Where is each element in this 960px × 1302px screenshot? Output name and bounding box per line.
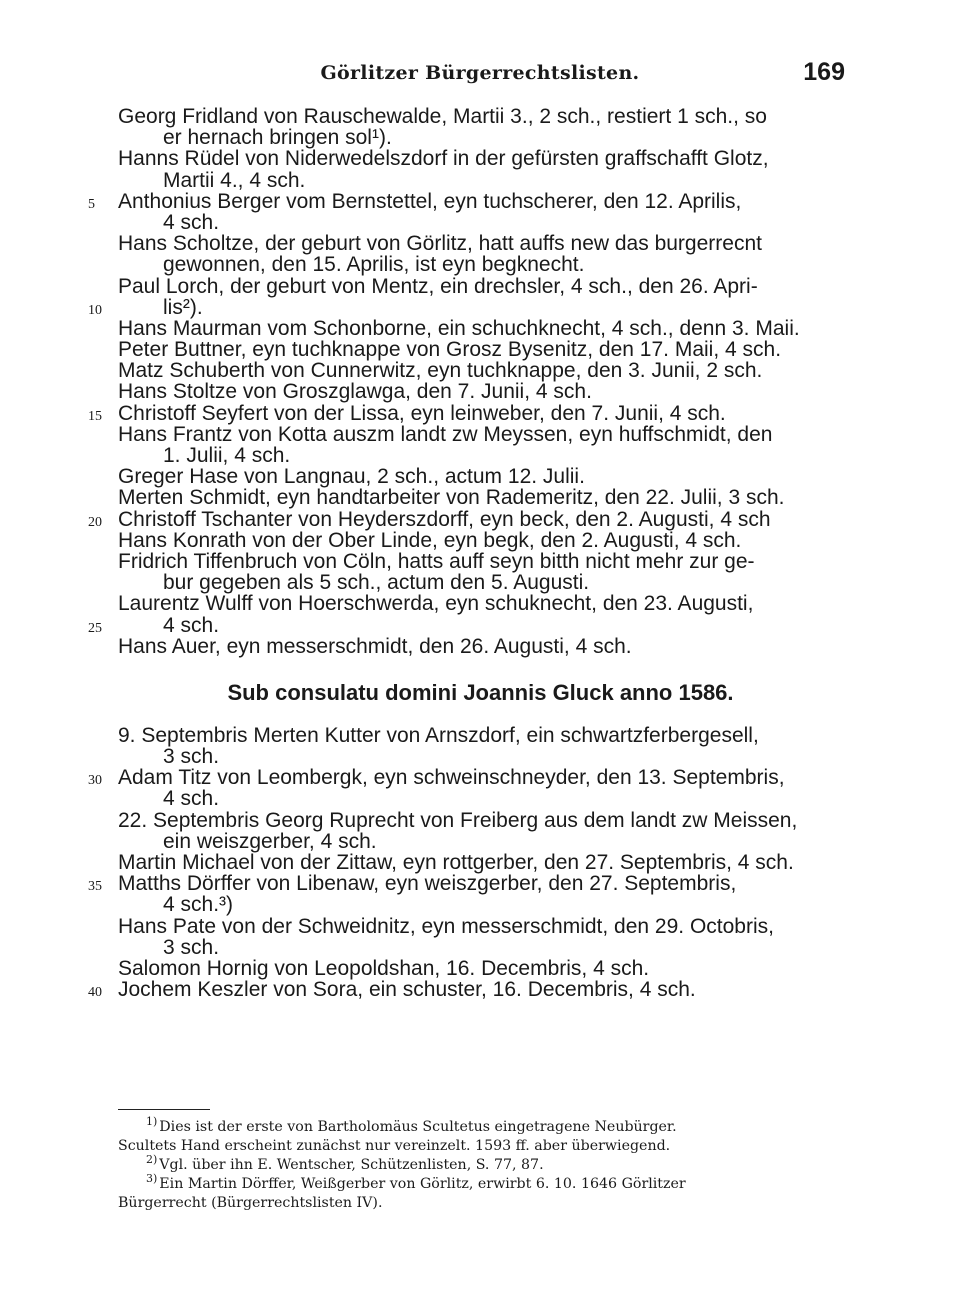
main-text [88, 105, 843, 1002]
footnote-text: Ein Martin Dörffer, Weißgerber von Görlitz, erwirbt 6. 10. 1646 Görlitzer [159, 1176, 686, 1192]
text-line [118, 276, 843, 297]
line-text: Christoff Tschanter von Heyderszdorff, eyn beck, den 2. Augusti, 4 sch [118, 507, 771, 531]
line-text: Hans Frantz von Kotta auszm landt zw Meyssen, eyn huffschmidt, den [118, 422, 773, 446]
text-line [118, 233, 843, 254]
text-line [118, 212, 843, 233]
text-line [118, 958, 843, 979]
page-number: 169 [803, 58, 845, 86]
line-number: 35 [88, 879, 102, 895]
line-number: 10 [88, 302, 102, 318]
line-text: 22. Septembris Georg Ruprecht von Freiberg aus dem landt zw Meissen, [118, 808, 798, 832]
text-line [118, 254, 843, 275]
line-text: Paul Lorch, der geburt von Mentz, ein drechsler, 4 sch., den 26. Apri- [118, 274, 758, 298]
footnote-text: Bürgerrecht (Bürgerrechtslisten IV). [118, 1195, 383, 1211]
line-text: 1. Julii, 4 sch. [163, 444, 291, 467]
text-line [118, 170, 843, 191]
line-text: Jochem Keszler von Sora, ein schuster, 16. Decembris, 4 sch. [118, 978, 696, 1002]
line-text: 4 sch. [163, 210, 220, 234]
footnote-mark: 2) [146, 1153, 158, 1167]
line-text: Matz Schuberth von Cunnerwitz, eyn tuchknappe, den 3. Junii, 2 sch. [118, 359, 763, 383]
line-text: Hans Stoltze von Groszglawga, den 7. Junii, 4 sch. [118, 380, 592, 404]
line-text: ein weiszgerber, 4 sch. [163, 829, 377, 853]
footnote-mark: 3) [146, 1172, 158, 1186]
line-text: Martii 4., 4 sch. [163, 168, 306, 192]
text-line [118, 937, 843, 958]
line-text: Adam Titz von Leombergk, eyn schweinschneyder, den 13. Septembris, [118, 766, 785, 790]
line-number: 40 [88, 985, 102, 1001]
text-line [118, 746, 843, 767]
footnote-text: Vgl. über ihn E. Wentscher, Schützenlisten, S. 77, 87. [159, 1157, 544, 1173]
line-text: 3 sch. [163, 935, 220, 959]
footnotes [118, 1115, 843, 1213]
footnote-line [118, 1172, 843, 1194]
line-number: 20 [88, 514, 102, 530]
line-number: 30 [88, 773, 102, 789]
footnote-line [118, 1194, 843, 1213]
text-line [118, 810, 843, 831]
line-text: Christoff Seyfert von der Lissa, eyn leinweber, den 7. Junii, 4 sch. [118, 401, 726, 425]
running-header: Görlitzer Bürgerrechtslisten. [320, 62, 640, 84]
footnote-mark: 1) [146, 1115, 158, 1129]
line-text: 4 sch. [163, 787, 220, 811]
line-text: Hanns Rüdel von Niderwedelszdorf in der gefürsten graffschafft Glotz, [118, 147, 769, 171]
line-text: 3 sch. [163, 745, 220, 769]
text-line [118, 339, 843, 360]
text-line [118, 318, 843, 339]
text-line [118, 725, 843, 746]
text-line [118, 424, 843, 445]
text-line [118, 852, 843, 873]
text-line [118, 466, 843, 487]
line-text: 4 sch. [163, 613, 220, 637]
text-line [88, 401, 843, 425]
text-line [118, 894, 843, 915]
line-text: Fridrich Tiffenbruch von Cöln, hatts auff seyn bitth nicht mehr zur ge- [118, 549, 755, 573]
line-text: 4 sch.³) [163, 893, 234, 917]
line-text: Laurentz Wulff von Hoerschwerda, eyn schuknecht, den 23. Augusti, [118, 592, 754, 616]
section-heading: Sub consulatu domini Joannis Gluck anno 1586. [227, 679, 734, 705]
line-text: Anthonius Berger vom Bernstettel, eyn tuchscherer, den 12. Aprilis, [118, 189, 742, 213]
line-text: Martin Michael von der Zittaw, eyn rottgerber, den 27. Septembris, 4 sch. [118, 851, 794, 874]
text-line [118, 487, 843, 508]
text-line [88, 872, 843, 896]
text-line [118, 788, 843, 809]
line-text: er hernach bringen sol¹). [163, 126, 392, 150]
entry-list [88, 105, 843, 658]
line-text: Hans Pate von der Schweidnitz, eyn messerschmidt, den 29. Octobris, [118, 914, 774, 938]
line-text: Matths Dörffer von Libenaw, eyn weiszgerber, den 27. Septembris, [118, 872, 737, 896]
line-number: 25 [88, 620, 102, 636]
text-line [88, 189, 843, 213]
line-text: Hans Maurman vom Schonborne, ein schuchknecht, 4 sch., denn 3. Maii. [118, 316, 800, 340]
line-text: Salomon Hornig von Leopoldshan, 16. Decembris, 4 sch. [118, 956, 650, 980]
section-entry-list [88, 723, 843, 1002]
footnote-text: Scultets Hand erscheint zunächst nur vereinzelt. 1593 ff. aber überwiegend. [118, 1138, 671, 1154]
footnote-line [118, 1137, 843, 1156]
line-text: Hans Auer, eyn messerschmidt, den 26. Augusti, 4 sch. [118, 634, 632, 658]
text-line [118, 106, 843, 127]
text-line [118, 530, 843, 551]
line-number: 5 [88, 196, 95, 212]
line-text: Hans Konrath von der Ober Linde, eyn begk, den 2. Augusti, 4 sch. [118, 528, 742, 552]
line-text: lis²). [163, 295, 203, 319]
text-line [88, 766, 843, 790]
text-line [88, 978, 843, 1002]
text-line [118, 572, 843, 593]
line-number: 15 [88, 408, 102, 424]
text-line [88, 507, 843, 531]
text-line [88, 613, 843, 637]
text-line [118, 127, 843, 148]
text-line [118, 831, 843, 852]
line-text: Peter Buttner, eyn tuchknappe von Grosz Bysenitz, den 17. Maii, 4 sch. [118, 338, 782, 362]
footnote-line [118, 1115, 843, 1137]
line-text: bur gegeben als 5 sch., actum den 5. Augusti. [163, 571, 590, 595]
text-line [118, 360, 843, 381]
text-line [118, 551, 843, 572]
text-line [118, 636, 843, 657]
line-text: gewonnen, den 15. Aprilis, ist eyn begknecht. [163, 253, 585, 277]
text-line [118, 593, 843, 614]
footnote-text: Dies ist der erste von Bartholomäus Scultetus eingetragene Neubürger. [159, 1119, 677, 1135]
text-line [118, 148, 843, 169]
footnote-line [118, 1153, 843, 1175]
line-text: Hans Scholtze, der geburt von Görlitz, hatt auffs new das burgerrecnt [118, 232, 762, 256]
line-text: Greger Hase von Langnau, 2 sch., actum 12. Julii. [118, 465, 585, 489]
text-line [118, 381, 843, 402]
line-text: 9. Septembris Merten Kutter von Arnszdorf, ein schwartzferbergesell, [118, 723, 759, 747]
line-text: Georg Fridland von Rauschewalde, Martii 3., 2 sch., restiert 1 sch., so [118, 105, 767, 128]
footnote-rule [118, 1109, 210, 1110]
line-text: Merten Schmidt, eyn handtarbeiter von Rademeritz, den 22. Julii, 3 sch. [118, 486, 785, 510]
text-line [118, 445, 843, 466]
text-line [88, 295, 843, 319]
text-line [118, 916, 843, 937]
